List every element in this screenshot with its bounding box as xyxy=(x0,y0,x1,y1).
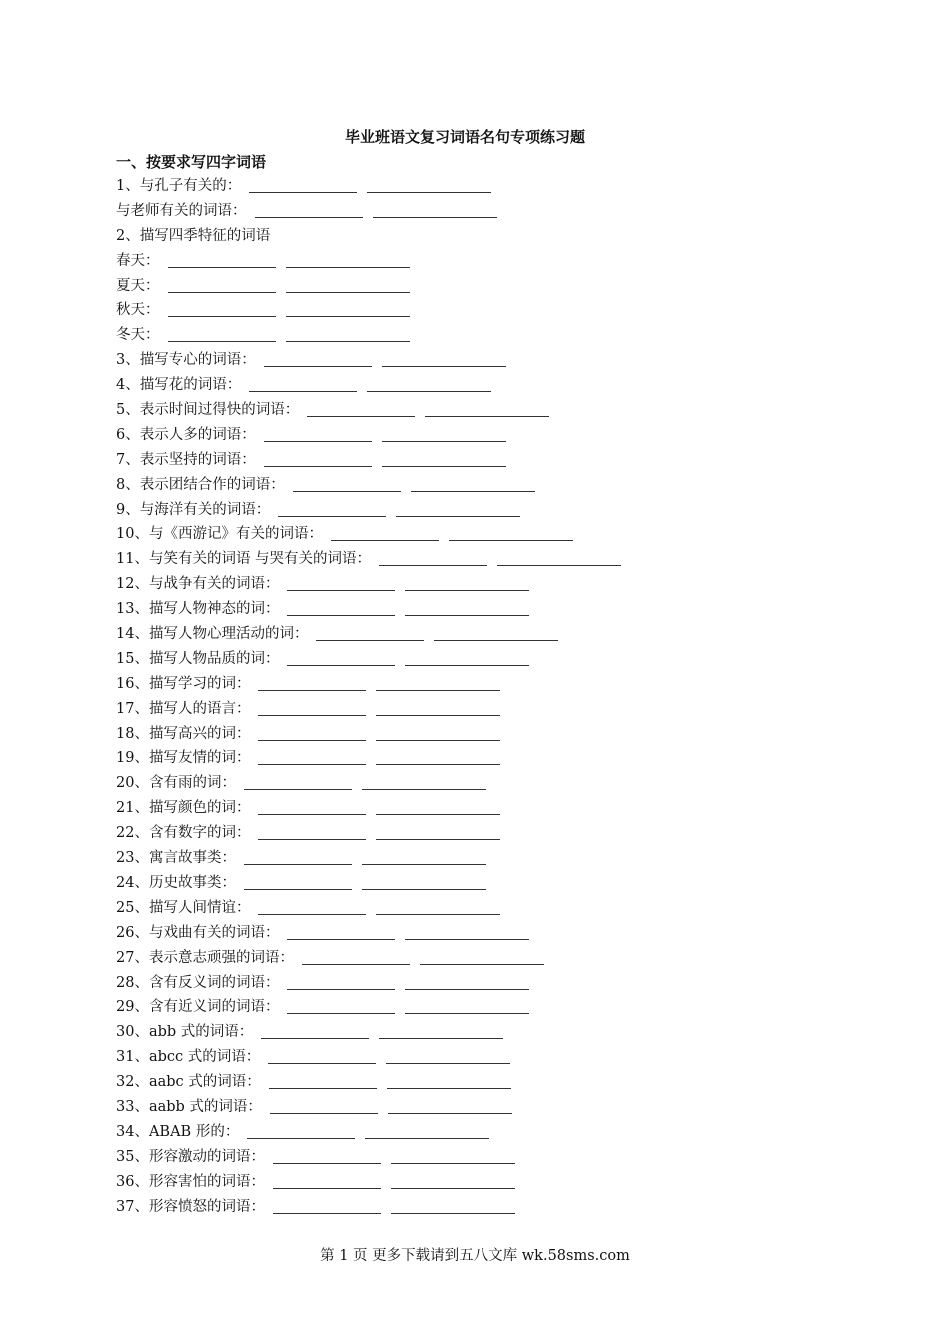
answer-blank[interactable] xyxy=(269,1072,377,1089)
exercise-item xyxy=(116,748,621,773)
exercise-label: 16、描写学习的词： xyxy=(116,675,251,692)
answer-blank[interactable] xyxy=(373,201,497,218)
page-title: 毕业班语文复习词语名句专项练习题 xyxy=(344,128,585,146)
exercise-label: 32、aabc 式的词语： xyxy=(116,1074,261,1091)
exercise-label: 3、描写专心的词语： xyxy=(116,352,256,369)
exercise-item xyxy=(116,524,621,549)
exercise-label: 23、寓言故事类： xyxy=(116,850,236,867)
answer-blank[interactable] xyxy=(168,251,276,268)
answer-blank[interactable] xyxy=(382,350,506,367)
answer-blank[interactable] xyxy=(168,276,276,293)
answer-blank[interactable] xyxy=(391,1172,515,1189)
exercise-item xyxy=(116,549,621,574)
answer-blank[interactable] xyxy=(273,1147,381,1164)
exercise-label: 26、与戏曲有关的词语： xyxy=(116,924,280,941)
exercise-item xyxy=(116,599,621,624)
answer-blank[interactable] xyxy=(391,1197,515,1214)
answer-blank[interactable] xyxy=(396,500,520,517)
answer-blank[interactable] xyxy=(258,823,366,840)
exercise-item xyxy=(116,500,621,525)
answer-blank[interactable] xyxy=(376,823,500,840)
exercise-label: 6、表示人多的词语： xyxy=(116,426,256,443)
exercise-item xyxy=(116,1097,621,1122)
exercise-label: 35、形容激动的词语： xyxy=(116,1148,265,1165)
answer-blank[interactable] xyxy=(273,1172,381,1189)
exercise-item xyxy=(116,724,621,749)
exercise-label: 25、描写人间情谊： xyxy=(116,899,251,916)
answer-blank[interactable] xyxy=(261,1022,369,1039)
answer-blank[interactable] xyxy=(168,300,276,317)
exercise-item xyxy=(116,624,621,649)
exercise-item xyxy=(116,848,621,873)
answer-blank[interactable] xyxy=(244,848,352,865)
exercise-item xyxy=(116,1022,621,1047)
answer-blank[interactable] xyxy=(258,898,366,915)
exercise-label: 30、abb 式的词语： xyxy=(116,1024,254,1041)
exercise-label: 21、描写颜色的词： xyxy=(116,800,251,817)
exercise-label: 8、表示团结合作的词语： xyxy=(116,476,285,493)
answer-blank[interactable] xyxy=(249,176,357,193)
exercise-label: 夏天： xyxy=(116,277,160,294)
exercise-label: 12、与战争有关的词语： xyxy=(116,576,280,593)
exercise-item xyxy=(116,798,621,823)
answer-blank[interactable] xyxy=(411,475,535,492)
answer-blank[interactable] xyxy=(405,649,529,666)
answer-blank[interactable] xyxy=(258,699,366,716)
answer-blank[interactable] xyxy=(316,624,424,641)
answer-blank[interactable] xyxy=(244,873,352,890)
exercise-item xyxy=(116,251,621,276)
answer-blank[interactable] xyxy=(287,599,395,616)
answer-blank[interactable] xyxy=(420,948,544,965)
exercise-item xyxy=(116,176,621,201)
exercise-label: 20、含有雨的词： xyxy=(116,775,236,792)
answer-blank[interactable] xyxy=(367,375,491,392)
answer-blank[interactable] xyxy=(307,400,415,417)
exercise-label: 1、与孔子有关的： xyxy=(116,178,242,194)
answer-blank[interactable] xyxy=(264,350,372,367)
exercise-item xyxy=(116,1197,621,1222)
answer-blank[interactable] xyxy=(405,973,529,990)
exercise-label: 10、与《西游记》有关的词语： xyxy=(116,526,323,543)
answer-blank[interactable] xyxy=(278,500,386,517)
answer-blank[interactable] xyxy=(388,1097,512,1114)
section-heading: 一、按要求写四字词语 xyxy=(116,153,267,171)
answer-blank[interactable] xyxy=(365,1122,489,1139)
exercise-item xyxy=(116,201,621,226)
exercise-item xyxy=(116,1172,621,1197)
exercise-item xyxy=(116,350,621,375)
answer-blank[interactable] xyxy=(258,748,366,765)
answer-blank[interactable] xyxy=(376,699,500,716)
exercise-label: 27、表示意志顽强的词语： xyxy=(116,949,294,966)
exercise-label: 36、形容害怕的词语： xyxy=(116,1173,265,1190)
exercise-item xyxy=(116,574,621,599)
answer-blank[interactable] xyxy=(255,201,363,218)
answer-blank[interactable] xyxy=(286,300,410,317)
exercise-item xyxy=(116,1072,621,1097)
answer-blank[interactable] xyxy=(286,251,410,268)
exercise-label: 28、含有反义词的词语： xyxy=(116,974,280,991)
answer-blank[interactable] xyxy=(386,1047,510,1064)
exercise-item xyxy=(116,325,621,350)
answer-blank[interactable] xyxy=(376,724,500,741)
exercise-label: 34、ABAB 形的： xyxy=(116,1123,240,1140)
exercise-item xyxy=(116,450,621,475)
answer-blank[interactable] xyxy=(367,176,491,193)
exercise-item xyxy=(116,823,621,848)
answer-blank[interactable] xyxy=(382,425,506,442)
answer-blank[interactable] xyxy=(376,798,500,815)
exercise-label: 春天： xyxy=(116,252,160,269)
exercise-item xyxy=(116,973,621,998)
page-footer: 第 1 页 更多下载请到五八文库 wk.58sms.com xyxy=(320,1248,630,1264)
exercise-label: 29、含有近义词的词语： xyxy=(116,999,280,1016)
exercise-list xyxy=(116,176,621,1221)
exercise-item xyxy=(116,375,621,400)
exercise-item xyxy=(116,1122,621,1147)
exercise-item xyxy=(116,948,621,973)
exercise-label: 2、描写四季特征的词语 xyxy=(116,227,271,244)
exercise-label: 15、描写人物品质的词： xyxy=(116,650,280,667)
exercise-item xyxy=(116,699,621,724)
exercise-label: 31、abcc 式的词语： xyxy=(116,1049,261,1066)
answer-blank[interactable] xyxy=(258,674,366,691)
answer-blank[interactable] xyxy=(287,973,395,990)
answer-blank[interactable] xyxy=(362,773,486,790)
exercise-label: 11、与笑有关的词语 与哭有关的词语： xyxy=(116,551,372,568)
exercise-item xyxy=(116,1047,621,1072)
answer-blank[interactable] xyxy=(258,798,366,815)
exercise-label: 9、与海洋有关的词语： xyxy=(116,501,271,518)
exercise-label: 17、描写人的语言： xyxy=(116,700,251,717)
exercise-label: 与老师有关的词语： xyxy=(116,202,247,219)
answer-blank[interactable] xyxy=(362,848,486,865)
exercise-label: 24、历史故事类： xyxy=(116,874,236,891)
exercise-item xyxy=(116,475,621,500)
exercise-label: 18、描写高兴的词： xyxy=(116,725,251,742)
answer-blank[interactable] xyxy=(293,475,401,492)
answer-blank[interactable] xyxy=(405,599,529,616)
answer-blank[interactable] xyxy=(287,574,395,591)
exercise-label: 7、表示坚持的词语： xyxy=(116,451,256,468)
exercise-label: 4、描写花的词语： xyxy=(116,377,242,394)
answer-blank[interactable] xyxy=(379,1022,503,1039)
answer-blank[interactable] xyxy=(268,1047,376,1064)
exercise-item xyxy=(116,226,621,251)
answer-blank[interactable] xyxy=(376,748,500,765)
answer-blank[interactable] xyxy=(168,325,276,342)
exercise-label: 33、aabb 式的词语： xyxy=(116,1098,262,1115)
exercise-label: 秋天： xyxy=(116,302,160,319)
answer-blank[interactable] xyxy=(247,1122,355,1139)
exercise-label: 19、描写友情的词： xyxy=(116,750,251,767)
exercise-label: 冬天： xyxy=(116,327,160,344)
answer-blank[interactable] xyxy=(264,450,372,467)
answer-blank[interactable] xyxy=(434,624,558,641)
answer-blank[interactable] xyxy=(287,649,395,666)
answer-blank[interactable] xyxy=(249,375,357,392)
exercise-item xyxy=(116,674,621,699)
answer-blank[interactable] xyxy=(362,873,486,890)
exercise-item xyxy=(116,276,621,301)
exercise-label: 14、描写人物心理活动的词： xyxy=(116,626,309,643)
answer-blank[interactable] xyxy=(287,997,395,1014)
answer-blank[interactable] xyxy=(382,450,506,467)
exercise-item xyxy=(116,997,621,1022)
exercise-label: 22、含有数字的词： xyxy=(116,825,251,842)
answer-blank[interactable] xyxy=(391,1147,515,1164)
answer-blank[interactable] xyxy=(286,325,410,342)
exercise-item xyxy=(116,773,621,798)
exercise-item xyxy=(116,300,621,325)
answer-blank[interactable] xyxy=(287,923,395,940)
answer-blank[interactable] xyxy=(331,524,439,541)
exercise-item xyxy=(116,649,621,674)
answer-blank[interactable] xyxy=(302,948,410,965)
answer-blank[interactable] xyxy=(376,898,500,915)
answer-blank[interactable] xyxy=(270,1097,378,1114)
answer-blank[interactable] xyxy=(264,425,372,442)
answer-blank[interactable] xyxy=(449,524,573,541)
exercise-item xyxy=(116,425,621,450)
exercise-item xyxy=(116,898,621,923)
exercise-item xyxy=(116,1147,621,1172)
exercise-label: 37、形容愤怒的词语： xyxy=(116,1198,265,1215)
answer-blank[interactable] xyxy=(286,276,410,293)
exercise-item xyxy=(116,873,621,898)
exercise-label: 5、表示时间过得快的词语： xyxy=(116,402,300,419)
answer-blank[interactable] xyxy=(379,549,487,566)
answer-blank[interactable] xyxy=(244,773,352,790)
answer-blank[interactable] xyxy=(425,400,549,417)
answer-blank[interactable] xyxy=(405,997,529,1014)
answer-blank[interactable] xyxy=(405,923,529,940)
answer-blank[interactable] xyxy=(387,1072,511,1089)
answer-blank[interactable] xyxy=(376,674,500,691)
answer-blank[interactable] xyxy=(258,724,366,741)
exercise-item xyxy=(116,923,621,948)
exercise-item xyxy=(116,400,621,425)
answer-blank[interactable] xyxy=(497,549,621,566)
answer-blank[interactable] xyxy=(273,1197,381,1214)
exercise-label: 13、描写人物神态的词： xyxy=(116,601,280,618)
answer-blank[interactable] xyxy=(405,574,529,591)
